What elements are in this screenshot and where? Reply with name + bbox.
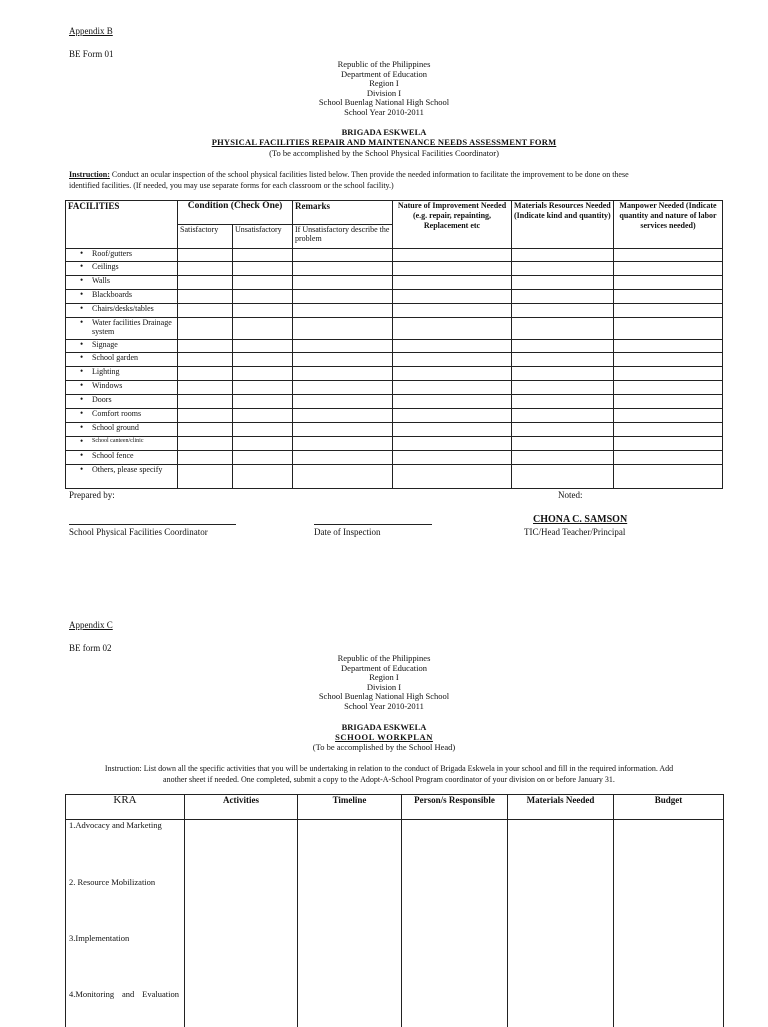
facility-label: • School garden — [66, 353, 178, 367]
instruction-line2: another sheet if needed. One completed, submit a copy to the Adopt-A-School Program coordinator of your division on or before January 31. — [163, 774, 615, 784]
manpower-cell[interactable] — [614, 318, 723, 340]
col-manpower: Manpower Needed (Indicate quantity and nature of labor services needed) — [614, 201, 723, 249]
satisfactory-cell[interactable] — [178, 381, 233, 395]
satisfactory-cell[interactable] — [178, 395, 233, 409]
facility-label: • Doors — [66, 395, 178, 409]
materials-cell[interactable] — [512, 262, 614, 276]
manpower-cell[interactable] — [614, 395, 723, 409]
facility-label: • Roof/gutters — [66, 249, 178, 262]
unsatisfactory-cell[interactable] — [233, 409, 293, 423]
unsatisfactory-cell[interactable] — [233, 353, 293, 367]
instruction-text — [69, 170, 719, 191]
manpower-cell[interactable] — [614, 465, 723, 489]
unsatisfactory-cell[interactable] — [233, 367, 293, 381]
table-row — [66, 409, 723, 423]
facility-label: • Walls — [66, 276, 178, 290]
agency-header — [0, 60, 768, 118]
materials-cell[interactable] — [512, 249, 614, 262]
instruction-line2: identified facilities. (If needed, you may use separate forms for each classroom or the school facility.) — [69, 180, 394, 190]
remarks-cell[interactable] — [293, 318, 393, 340]
manpower-cell[interactable] — [614, 353, 723, 367]
header-line: Division I — [366, 87, 402, 98]
satisfactory-cell[interactable] — [178, 451, 233, 465]
header-line: School Year 2010-2011 — [344, 700, 424, 711]
appendix-c-label: Appendix C — [69, 620, 113, 630]
header-line: Republic of the Philippines — [337, 59, 431, 69]
timeline-cell[interactable] — [298, 820, 402, 1027]
form-title: SCHOOL WORKPLAN — [335, 732, 433, 742]
manpower-cell[interactable] — [614, 437, 723, 451]
unsatisfactory-cell[interactable] — [233, 423, 293, 437]
materials-cell[interactable] — [512, 353, 614, 367]
table-row — [66, 820, 724, 1027]
header-line: Department of Education — [341, 68, 427, 79]
unsatisfactory-cell[interactable] — [233, 395, 293, 409]
principal-title: TIC/Head Teacher/Principal — [524, 527, 626, 537]
materials-cell[interactable] — [508, 820, 614, 1027]
materials-cell[interactable] — [512, 451, 614, 465]
remarks-cell[interactable] — [293, 304, 393, 318]
remarks-cell[interactable] — [293, 437, 393, 451]
satisfactory-cell[interactable] — [178, 437, 233, 451]
nature-cell[interactable] — [393, 367, 512, 381]
facility-label: • Comfort rooms — [66, 409, 178, 423]
materials-cell[interactable] — [512, 290, 614, 304]
manpower-cell[interactable] — [614, 290, 723, 304]
remarks-cell[interactable] — [293, 409, 393, 423]
facilities-table — [65, 200, 723, 489]
satisfactory-cell[interactable] — [178, 262, 233, 276]
col-nature: Nature of Improvement Needed (e.g. repair, repainting, Replacement etc — [393, 201, 512, 249]
unsatisfactory-cell[interactable] — [233, 451, 293, 465]
manpower-cell[interactable] — [614, 276, 723, 290]
remarks-cell[interactable] — [293, 367, 393, 381]
col-materials-needed: Materials Needed — [508, 795, 614, 820]
nature-cell[interactable] — [393, 353, 512, 367]
form-title: PHYSICAL FACILITIES REPAIR AND MAINTENANCE NEEDS ASSESSMENT FORM — [211, 137, 557, 147]
nature-cell[interactable] — [393, 423, 512, 437]
manpower-cell[interactable] — [614, 249, 723, 262]
table-row — [66, 290, 723, 304]
header-line: School Buenlag National High School — [318, 97, 450, 108]
date-signature-line[interactable] — [314, 524, 432, 525]
col-budget: Budget — [614, 795, 724, 820]
nature-cell[interactable] — [393, 318, 512, 340]
remarks-cell[interactable] — [293, 276, 393, 290]
col-persons-responsible: Person/s Responsible — [402, 795, 508, 820]
facility-label: • Lighting — [66, 367, 178, 381]
materials-cell[interactable] — [512, 340, 614, 353]
materials-cell[interactable] — [512, 304, 614, 318]
header-line: Department of Education — [341, 662, 427, 673]
materials-cell[interactable] — [512, 318, 614, 340]
materials-cell[interactable] — [512, 381, 614, 395]
nature-cell[interactable] — [393, 395, 512, 409]
remarks-cell[interactable] — [293, 340, 393, 353]
appendix-b-label: Appendix B — [69, 26, 113, 36]
col-materials: Materials Resources Needed (Indicate kind and quantity) — [512, 201, 614, 249]
remarks-cell[interactable] — [293, 395, 393, 409]
col-kra: KRA — [66, 795, 185, 820]
instruction-line1: Conduct an ocular inspection of the school physical facilities listed below. Then provide the needed information to facilitate the improvement to be done on these — [109, 170, 629, 179]
table-row — [66, 423, 723, 437]
table-row — [66, 395, 723, 409]
persons-cell[interactable] — [402, 820, 508, 1027]
table-row — [66, 262, 723, 276]
manpower-cell[interactable] — [614, 367, 723, 381]
remarks-cell[interactable] — [293, 465, 393, 489]
remarks-cell[interactable] — [293, 451, 393, 465]
instruction-text — [69, 764, 709, 785]
satisfactory-cell[interactable] — [178, 304, 233, 318]
satisfactory-cell[interactable] — [178, 465, 233, 489]
coordinator-signature-label: School Physical Facilities Coordinator — [69, 527, 208, 537]
table-row — [66, 381, 723, 395]
col-facilities: FACILITIES — [66, 201, 178, 249]
manpower-cell[interactable] — [614, 423, 723, 437]
table-row — [66, 318, 723, 340]
manpower-cell[interactable] — [614, 304, 723, 318]
table-row — [66, 451, 723, 465]
instruction-label: Instruction: — [69, 170, 110, 179]
kra-item: 1.Advocacy and Marketing — [69, 820, 162, 830]
manpower-cell[interactable] — [614, 262, 723, 276]
unsatisfactory-cell[interactable] — [233, 290, 293, 304]
unsatisfactory-cell[interactable] — [233, 340, 293, 353]
unsatisfactory-cell[interactable] — [233, 318, 293, 340]
kra-cell — [66, 820, 185, 1027]
facility-label: • School canteen/clinic — [66, 437, 178, 451]
satisfactory-cell[interactable] — [178, 409, 233, 423]
nature-cell[interactable] — [393, 409, 512, 423]
facility-label: • Windows — [66, 381, 178, 395]
nature-cell[interactable] — [393, 262, 512, 276]
instruction-line1: Instruction: List down all the specific activities that you will be undertaking in relation to the conduct of Brigada Eskwela in your school and fill in the required information. Add — [104, 764, 674, 773]
col-unsatisfactory: Unsatisfactory — [233, 225, 293, 249]
unsatisfactory-cell[interactable] — [233, 465, 293, 489]
unsatisfactory-cell[interactable] — [233, 249, 293, 262]
materials-cell[interactable] — [512, 409, 614, 423]
facility-label: • Others, please specify — [66, 465, 178, 489]
facility-label: • Ceilings — [66, 262, 178, 276]
noted-label: Noted: — [558, 490, 583, 500]
unsatisfactory-cell[interactable] — [233, 437, 293, 451]
coordinator-signature-line[interactable] — [69, 524, 236, 525]
facility-label: • Blackboards — [66, 290, 178, 304]
remarks-cell[interactable] — [293, 381, 393, 395]
kra-item: 2. Resource Mobilization — [69, 877, 156, 887]
remarks-cell[interactable] — [293, 423, 393, 437]
workplan-table — [65, 794, 724, 1027]
materials-cell[interactable] — [512, 276, 614, 290]
header-line: Republic of the Philippines — [337, 653, 431, 663]
form-subtitle: (To be accomplished by the School Head) — [312, 742, 456, 752]
satisfactory-cell[interactable] — [178, 367, 233, 381]
table-row — [66, 367, 723, 381]
activities-cell[interactable] — [185, 820, 298, 1027]
nature-cell[interactable] — [393, 465, 512, 489]
col-activities: Activities — [185, 795, 298, 820]
table-row — [66, 340, 723, 353]
program-title: BRIGADA ESKWELA — [341, 722, 427, 732]
nature-cell[interactable] — [393, 340, 512, 353]
kra-item: 4.Monitoring and Evaluation — [69, 989, 179, 999]
header-line: School Buenlag National High School — [318, 691, 450, 702]
satisfactory-cell[interactable] — [178, 318, 233, 340]
table-row — [66, 276, 723, 290]
table-row — [66, 437, 723, 451]
manpower-cell[interactable] — [614, 409, 723, 423]
nature-cell[interactable] — [393, 304, 512, 318]
nature-cell[interactable] — [393, 381, 512, 395]
table-row — [66, 353, 723, 367]
prepared-by-label: Prepared by: — [69, 490, 115, 500]
col-remarks-sub: If Unsatisfactory describe the problem — [293, 225, 393, 249]
materials-cell[interactable] — [512, 367, 614, 381]
satisfactory-cell[interactable] — [178, 353, 233, 367]
materials-cell[interactable] — [512, 423, 614, 437]
header-line: Division I — [366, 681, 402, 692]
satisfactory-cell[interactable] — [178, 340, 233, 353]
satisfactory-cell[interactable] — [178, 249, 233, 262]
nature-cell[interactable] — [393, 451, 512, 465]
col-condition: Condition (Check One) — [178, 201, 293, 225]
materials-cell[interactable] — [512, 437, 614, 451]
unsatisfactory-cell[interactable] — [233, 304, 293, 318]
kra-item: 3.Implementation — [69, 933, 130, 943]
form-subtitle: (To be accomplished by the School Physical Facilities Coordinator) — [269, 148, 499, 158]
col-timeline: Timeline — [298, 795, 402, 820]
budget-cell[interactable] — [614, 820, 724, 1027]
form-number: BE form 02 — [69, 643, 112, 653]
unsatisfactory-cell[interactable] — [233, 276, 293, 290]
table-row — [66, 465, 723, 489]
satisfactory-cell[interactable] — [178, 276, 233, 290]
principal-name: CHONA C. SAMSON — [533, 514, 628, 525]
satisfactory-cell[interactable] — [178, 290, 233, 304]
header-line: School Year 2010-2011 — [344, 106, 424, 117]
nature-cell[interactable] — [393, 290, 512, 304]
facility-label: • Signage — [66, 340, 178, 353]
header-line: Region I — [369, 672, 399, 683]
facility-label: • School ground — [66, 423, 178, 437]
agency-header — [0, 654, 768, 712]
col-remarks: Remarks — [293, 201, 393, 225]
facility-label: • Water facilities Drainage system — [66, 318, 178, 340]
manpower-cell[interactable] — [614, 451, 723, 465]
header-line: Region I — [369, 78, 399, 89]
nature-cell[interactable] — [393, 437, 512, 451]
satisfactory-cell[interactable] — [178, 423, 233, 437]
unsatisfactory-cell[interactable] — [233, 381, 293, 395]
nature-cell[interactable] — [393, 276, 512, 290]
remarks-cell[interactable] — [293, 290, 393, 304]
col-satisfactory: Satisfactory — [178, 225, 233, 249]
table-row — [66, 304, 723, 318]
form-number: BE Form 01 — [69, 49, 114, 59]
remarks-cell[interactable] — [293, 353, 393, 367]
manpower-cell[interactable] — [614, 340, 723, 353]
materials-cell[interactable] — [512, 465, 614, 489]
materials-cell[interactable] — [512, 395, 614, 409]
unsatisfactory-cell[interactable] — [233, 262, 293, 276]
program-title: BRIGADA ESKWELA — [341, 127, 427, 137]
nature-cell[interactable] — [393, 249, 512, 262]
remarks-cell[interactable] — [293, 249, 393, 262]
facility-label: • Chairs/desks/tables — [66, 304, 178, 318]
manpower-cell[interactable] — [614, 381, 723, 395]
facility-label: • School fence — [66, 451, 178, 465]
date-of-inspection-label: Date of Inspection — [314, 527, 381, 537]
table-row — [66, 249, 723, 262]
remarks-cell[interactable] — [293, 262, 393, 276]
